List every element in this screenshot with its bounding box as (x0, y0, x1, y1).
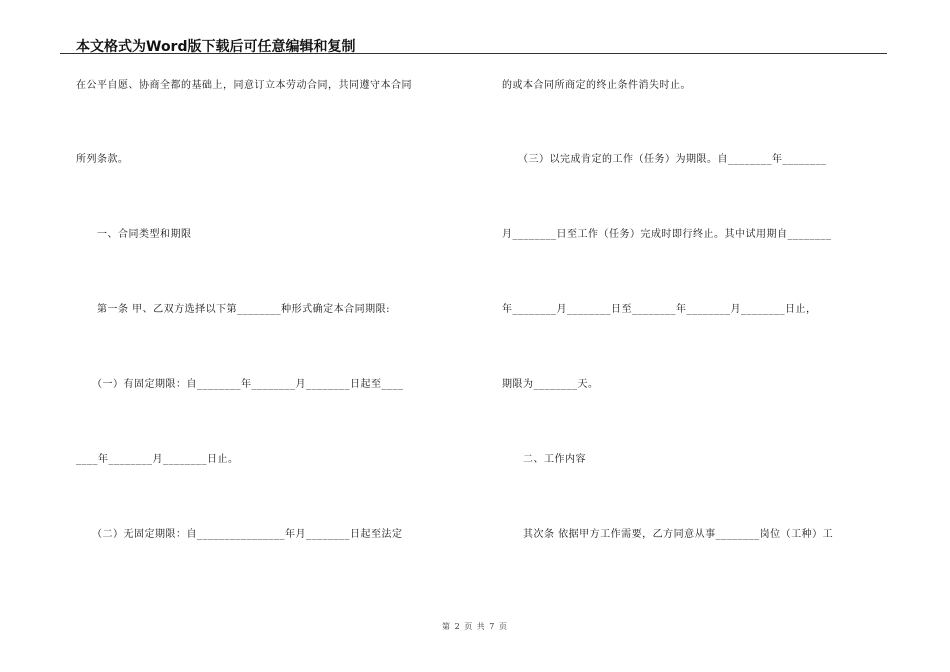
left-line-open-term: （二）无固定期限：自________________年月________日起至法定 (76, 529, 403, 540)
right-line-1: 的或本合同所商定的终止条件消失时止。 (502, 80, 691, 91)
right-line-probation-dates: 年________月________日至________年________月________日止， (502, 304, 817, 315)
right-line-article-2: 其次条 依据甲方工作需要，乙方同意从事________岗位（工种）工 (502, 529, 834, 540)
left-line-fixed-term-end: ____年________月________日止。 (76, 454, 239, 465)
section-heading-work-content: 二、工作内容 (502, 454, 586, 465)
document-header-title: 本文格式为Word版下载后可任意编辑和复制 (76, 39, 356, 55)
header-divider (60, 53, 887, 54)
left-line-2: 所列条款。 (76, 154, 129, 165)
left-line-1: 在公平自愿、协商全都的基础上，同意订立本劳动合同，共同遵守本合同 (76, 80, 412, 91)
left-line-article-1: 第一条 甲、乙双方选择以下第________种形式确定本合同期限: (76, 304, 391, 315)
section-heading-contract-type: 一、合同类型和期限 (76, 229, 192, 240)
page-number-footer: 第 2 页 共 7 页 (442, 622, 508, 631)
right-line-task-term: （三）以完成肯定的工作（任务）为期限。自________年________ (502, 154, 827, 165)
left-line-fixed-term: （一）有固定期限：自________年________月________日起至____ (76, 379, 404, 390)
right-line-task-term-cont: 月________日至工作（任务）完成时即行终止。其中试用期自________ (502, 229, 832, 240)
right-line-probation-days: 期限为________天。 (502, 379, 599, 390)
